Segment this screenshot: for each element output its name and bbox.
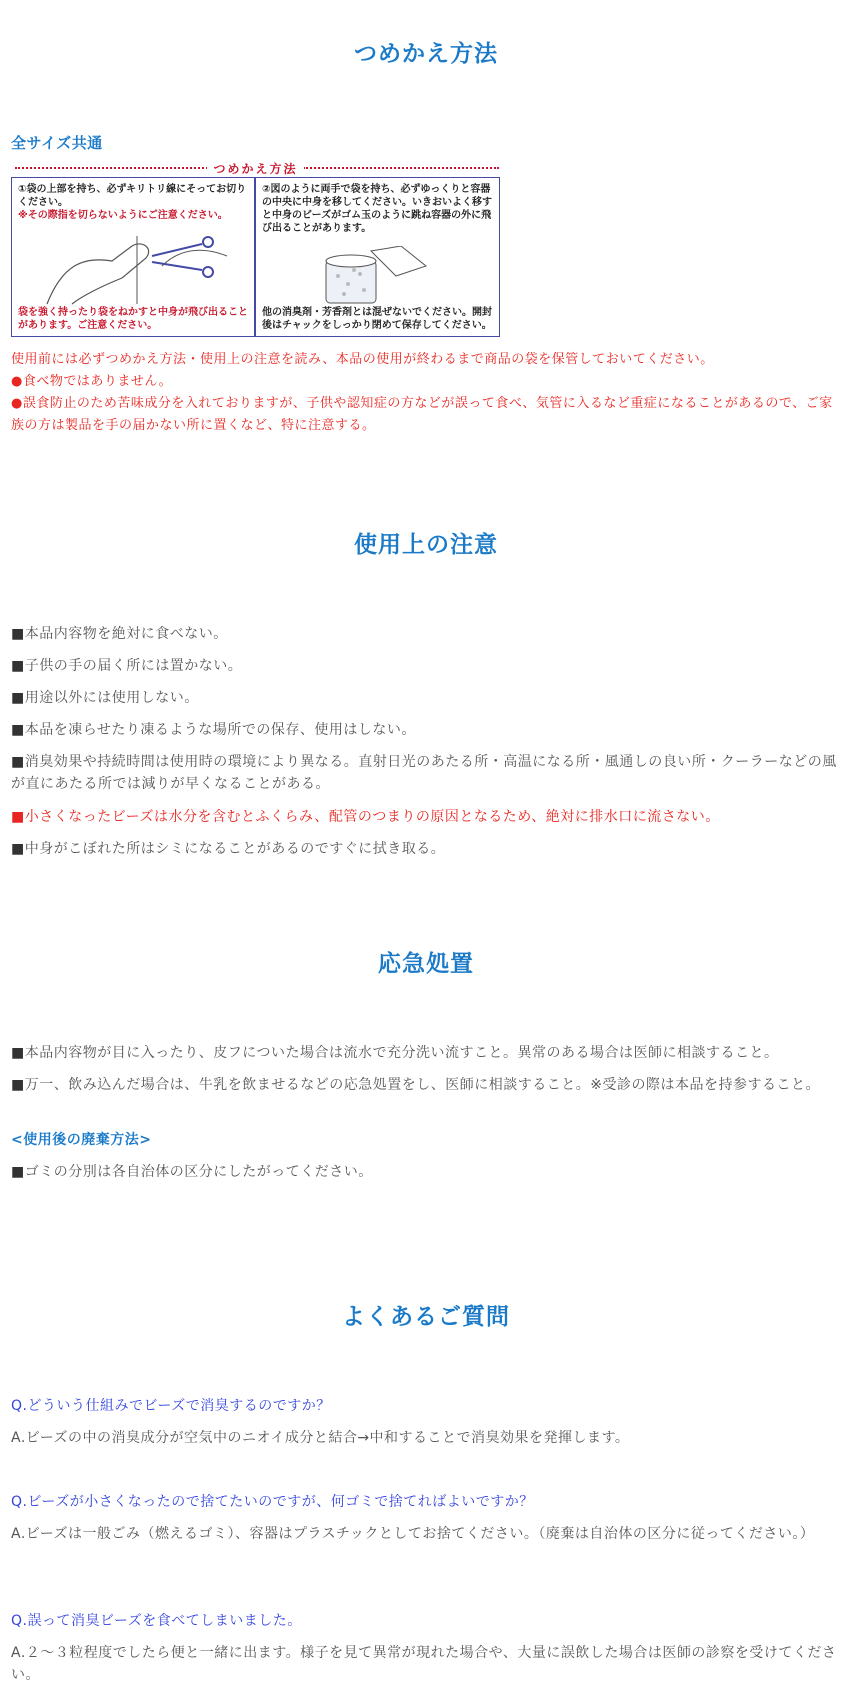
- faq-answer: A.ビーズは一般ごみ（燃えるゴミ）、容器はプラスチックとしてお捨てください。（廃棄は自治体の区分に従ってください。）: [11, 1526, 815, 1542]
- faq-answer: A.ビーズの中の消臭成分が空気中のニオイ成分と結合→中和することで消臭効果を発揮します。: [11, 1430, 630, 1446]
- caution-item: ■本品を凍らせたり凍るような場所での保存、使用はしない。: [11, 722, 416, 738]
- illustration-header: [11, 160, 500, 176]
- refill-note-1: 使用前には必ずつめかえ方法・使用上の注意を読み、本品の使用が終わるまで商品の袋を保管しておいてください。: [11, 352, 714, 367]
- emergency-item: ■本品内容物が目に入ったり、皮フについた場合は流水で充分洗い流すこと。異常のある場合は医師に相談すること。: [11, 1045, 779, 1061]
- faq-question: Q.ビーズが小さくなったので捨てたいのですが、何ゴミで捨てればよいですか？: [11, 1494, 534, 1510]
- refill-illustration: [11, 160, 500, 340]
- faq-question: Q.誤って消臭ビーズを食べてしまいました。: [11, 1613, 302, 1629]
- faq-section-title: よくあるご質問: [342, 1304, 510, 1330]
- caution-section-title: 使用上の注意: [354, 532, 498, 558]
- step1-bottom-note: 袋を強く持ったり袋をねかすと中身が飛び出ることがあります。ご注意ください。: [18, 307, 248, 331]
- container-drawing: [316, 246, 436, 306]
- step1-warning: ※その際指を切らないようにご注意ください。: [18, 210, 228, 221]
- caution-item: ■消臭効果や持続時間は使用時の環境により異なる。直射日光のあたる所・高温になる所・風通しの良い所・クーラーなどの風が直にあたる所では減りが早くなることがある。: [11, 754, 837, 792]
- illustration-header-label: つめかえ方法: [207, 162, 303, 176]
- emergency-item: ■万一、飲み込んだ場合は、牛乳を飲ませるなどの応急処置をし、医師に相談すること。※受診の際は本品を持参すること。: [11, 1077, 820, 1093]
- caution-item: ■本品内容物を絶対に食べない。: [11, 626, 228, 642]
- disposal-heading: <使用後の廃棄方法>: [11, 1132, 152, 1148]
- refill-note-2: ●食べ物ではありません。: [11, 374, 173, 389]
- scissors-hand-drawing: [42, 226, 232, 306]
- size-label: 全サイズ共通: [11, 134, 103, 152]
- emergency-section-title: 応急処置: [378, 951, 474, 977]
- step2-text: ②図のように両手で袋を持ち、必ずゆっくりと容器の中央に中身を移してください。いきおいよく移すと中身のビーズがゴム玉のように跳ね容器の外に飛び出ることがあります。: [262, 184, 492, 234]
- disposal-item: ■ゴミの分別は各自治体の区分にしたがってください。: [11, 1164, 373, 1180]
- step1-text: ①袋の上部を持ち、必ずキリトリ線にそってお切りください。: [18, 184, 247, 208]
- caution-item: ■子供の手の届く所には置かない。: [11, 658, 243, 674]
- caution-item: ■用途以外には使用しない。: [11, 690, 199, 706]
- caution-item-warning: ■小さくなったビーズは水分を含むとふくらみ、配管のつまりの原因となるため、絶対に排水口に流さない。: [11, 809, 720, 825]
- faq-question: Q.どういう仕組みでビーズで消臭するのですか？: [11, 1398, 331, 1414]
- faq-answer: A.２～３粒程度でしたら便と一緒に出ます。様子を見て異常が現れた場合や、大量に誤飲した場合は医師の診察を受けてください。: [11, 1645, 837, 1683]
- step2-bottom-note: 他の消臭剤・芳香剤とは混ぜないでください。開封後はチャックをしっかり閉めて保存してください。: [262, 307, 492, 331]
- step2-panel: [255, 177, 500, 337]
- step1-panel: [11, 177, 255, 337]
- refill-section-title: つめかえ方法: [354, 41, 498, 67]
- caution-item: ■中身がこぼれた所はシミになることがあるのですぐに拭き取る。: [11, 841, 446, 857]
- refill-note-3: ●誤食防止のため苦味成分を入れておりますが、子供や認知症の方などが誤って食べ、気管に入るなど重症になることがあるので、ご家族の方は製品を手の届かない所に置くなど、特に注意する。: [11, 396, 833, 433]
